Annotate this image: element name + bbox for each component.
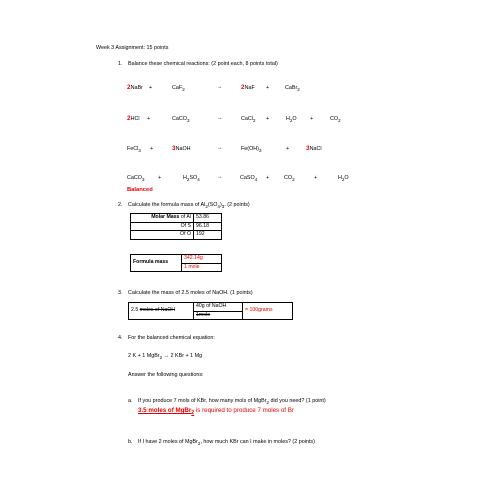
plus-sign: + xyxy=(310,116,314,122)
eq4-reactant-2: $H_2SO_4$ xyxy=(183,175,200,183)
plus-sign: + xyxy=(266,116,270,122)
arrow: → xyxy=(217,115,223,121)
plus-sign: + xyxy=(266,85,270,91)
plus-sign: + xyxy=(158,175,162,181)
conversion-table xyxy=(128,302,293,320)
eq3-reactant-1: FeCl$_3$ xyxy=(127,146,141,154)
molar-mass-table xyxy=(130,213,222,240)
plus-sign: + xyxy=(147,116,151,122)
arrow: → xyxy=(217,145,223,151)
table-row xyxy=(131,255,222,264)
q4b-label: b. xyxy=(128,439,133,445)
eq1-coefficient-3: 2 xyxy=(241,84,245,91)
q4a-answer: 3.5 moles of MgBr$_2$ is required to produce 7 moles of Br xyxy=(138,407,294,417)
formula-mass-value: 342.14g xyxy=(182,255,222,264)
eq3-coefficient-2: 3 xyxy=(172,145,176,152)
conversion-result: = 100grams xyxy=(243,303,293,320)
molar-mass-label: Molar Mass of Al xyxy=(131,214,194,223)
eq1-product-1: 2NaF xyxy=(241,84,255,91)
eq2-reactant-1: 2HCl xyxy=(127,115,140,122)
eq2-product-3: $CO_2$ xyxy=(330,116,341,124)
q4a-text: If you produce 7 mols of KBr, how many mols of MgBr$_2$ did you need? (1 point) xyxy=(138,398,326,406)
eq1-coefficient-1: 2 xyxy=(127,84,131,91)
formula-mass-label: Formula mass xyxy=(131,255,182,272)
q4b-text: If I have 2 moles of MgBr$_2$, how much KBr can I make in moles? (2 points) xyxy=(138,439,315,447)
plus-sign: + xyxy=(286,146,290,152)
formula-mass-unit: 1 mole xyxy=(182,263,222,272)
eq4-product-2: $CO_2$ xyxy=(284,175,295,183)
q1-text: Balance these chemical reactions: (2 point each, 8 points total) xyxy=(128,61,278,67)
q3-text: Calculate the mass of 2.5 moles of NaOH. (1 points) xyxy=(128,290,253,296)
molar-mass-s-label: Of S xyxy=(131,222,194,231)
eq4-reactant-1: CaCO$_3$ xyxy=(127,175,145,183)
q4-text: For the balanced chemical equation: xyxy=(128,335,215,341)
eq2-product-2: $H_2O$ xyxy=(286,116,297,124)
table-row xyxy=(131,231,222,240)
eq1-reactant-1: 2NaBr xyxy=(127,84,143,91)
eq4-product-3: $H_2O$ xyxy=(338,175,349,183)
arrow: → xyxy=(217,174,223,180)
table-row xyxy=(131,214,222,223)
eq1-reactant-2: CaF$_2$ xyxy=(172,85,185,93)
eq3-reactant-2: 3NaOH xyxy=(172,145,191,152)
eq2-coefficient-1: 2 xyxy=(127,115,131,122)
page-title: Week 3 Assignment: 15 points xyxy=(96,45,169,51)
q1-answer-balanced: Balanced xyxy=(127,187,153,193)
eq2-product-1: CaCl$_2$ xyxy=(241,116,256,124)
conversion-factor-bottom: 1mole xyxy=(194,311,243,320)
table-row xyxy=(131,222,222,231)
q2-number: 2. xyxy=(118,202,123,208)
q3-number: 3. xyxy=(118,290,123,296)
eq3-product-2: 3NaCl xyxy=(306,145,322,152)
plus-sign: + xyxy=(149,85,153,91)
formula-mass-table xyxy=(130,254,222,272)
q4a-label: a. xyxy=(128,398,133,404)
q4-instruction: Answer the following questions: xyxy=(128,372,204,378)
eq2-reactant-2: CaCO$_3$ xyxy=(172,116,190,124)
plus-sign: + xyxy=(314,175,318,181)
molar-mass-o-label: Of O xyxy=(131,231,194,240)
eq4-product-1: CaSO$_4$ xyxy=(240,175,258,183)
plus-sign: + xyxy=(266,175,270,181)
q1-number: 1. xyxy=(118,61,123,67)
q4-equation: 2 K + 1 MgBr$_2$ → 2 KBr + 1 Mg xyxy=(128,353,203,361)
molar-mass-o-value: 192 xyxy=(194,231,222,240)
arrow: → xyxy=(217,84,223,90)
table-row xyxy=(129,303,293,312)
eq1-product-2: CaBr$_2$ xyxy=(285,85,300,93)
molar-mass-s-value: 96.18 xyxy=(194,222,222,231)
eq3-coefficient-4: 3 xyxy=(306,145,310,152)
q2-text: Calculate the formula mass of $Al_2(SO_4)_3$. (2 points) xyxy=(128,202,250,210)
plus-sign: + xyxy=(150,146,154,152)
q4-number: 4. xyxy=(118,335,123,341)
molar-mass-al-value: 53.86 xyxy=(194,214,222,223)
conversion-start: 2.5 moles of NaOH xyxy=(129,303,194,320)
conversion-factor-top: 40g of NaOH xyxy=(194,303,243,312)
eq3-product-1: $Fe(OH)_3$ xyxy=(241,146,262,154)
